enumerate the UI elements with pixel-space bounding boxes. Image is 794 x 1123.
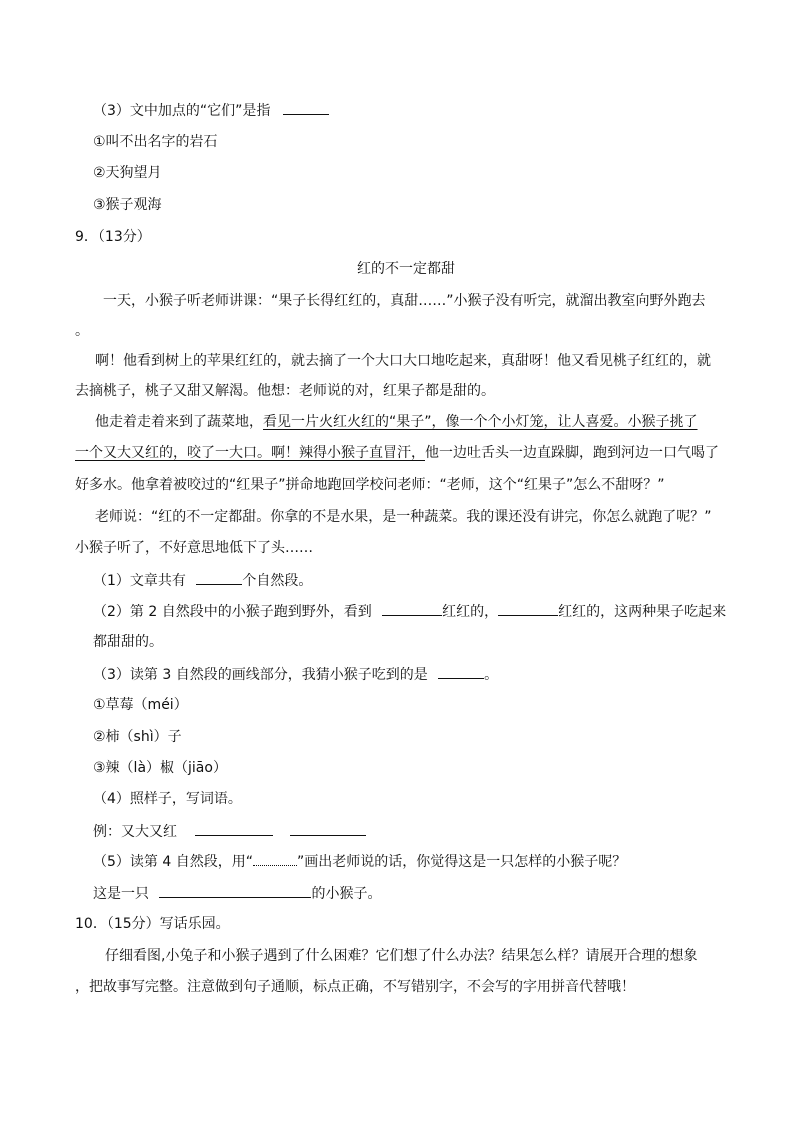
answer-blank[interactable] (438, 664, 484, 679)
q9-sub3-text: 。 (484, 667, 499, 683)
q9-sub2-text: 红红的， (442, 604, 499, 620)
q9-header: 9．（13分） (75, 229, 151, 245)
q9-sub5-text: ”画出老师说的话，你觉得这是一只怎样的小猴子呢？ (296, 854, 627, 870)
answer-blank[interactable] (159, 883, 311, 898)
q9-sub2-text: （2）第 2 自然段中的小猴子跑到野外，看到 (93, 604, 372, 620)
passage-p2-line1: 啊！他看到树上的苹果红红的，就去摘了一个大口大口地吃起来，真甜呀！他又看见桃子红红的，就 (95, 353, 711, 369)
passage-p3-line3: 好多水。他拿着被咬过的“红果子”拼命地跑回学校问老师：“老师，这个“红果子”怎么不甜呀？” (75, 477, 665, 493)
wavy-line-mark (253, 853, 297, 866)
passage-p4-line2: 小猴子听了，不好意思地低下了头…… (75, 540, 313, 556)
q9-sub3 (93, 664, 498, 685)
passage-p3-text: 他一边吐舌头一边直跺脚，跑到河边一口气喝了 (425, 445, 719, 461)
example-text: 例：又大又红 (93, 824, 177, 840)
q10-header: 10．（15分）写话乐园。 (75, 916, 230, 932)
q9-sub4-example (93, 821, 366, 842)
q9-sub5-text: 这是一只 (93, 886, 149, 902)
q8-sub3-text: （3）文中加点的“它们”是指 (93, 103, 271, 119)
q9-sub5-line2 (93, 883, 381, 904)
q9-sub5-text: （5）读第 4 自然段，用“ (93, 854, 253, 870)
underlined-passage: 看见一片火红火红的“果子”，像一个个小灯笼，让人喜爱。小猴子挑了 (263, 414, 698, 430)
q9-sub1-text: 个自然段。 (242, 573, 313, 589)
passage-p1-line2: 。 (75, 323, 89, 339)
passage-p4-line1: 老师说：“红的不一定都甜。你拿的不是水果，是一种蔬菜。我的课还没有讲完，你怎么就跑了呢？” (95, 509, 712, 525)
q9-sub3-option-1: ①草莓（méi） (93, 697, 188, 713)
q9-sub1 (93, 570, 312, 591)
q9-sub2 (93, 601, 726, 622)
q8-sub3-question (93, 100, 329, 121)
q9-sub5-text: 的小猴子。 (311, 886, 382, 902)
q8-option-3: ③猴子观海 (93, 197, 162, 213)
answer-blank[interactable] (195, 821, 273, 836)
q10-line1: 仔细看图,小兔子和小猴子遇到了什么困难？它们想了什么办法？结果怎么样？请展开合理的想象 (105, 948, 698, 964)
q9-sub3-option-3: ③辣（là）椒（jiāo） (93, 760, 227, 776)
answer-blank[interactable] (196, 570, 242, 585)
answer-blank[interactable] (382, 601, 442, 616)
q9-sub5 (93, 852, 626, 872)
q8-option-1: ①叫不出名字的岩石 (93, 134, 218, 150)
q9-sub3-option-2: ②柿（shì）子 (93, 729, 182, 745)
q9-sub1-text: （1）文章共有 (93, 573, 186, 589)
q9-sub3-text: （3）读第 3 自然段的画线部分，我猜小猴子吃到的是 (93, 667, 428, 683)
answer-blank[interactable] (498, 601, 558, 616)
q9-sub2-line2: 都甜甜的。 (93, 634, 163, 650)
passage-p3-text: 他走着走着来到了蔬菜地， (95, 414, 263, 430)
passage-p1-line1: 一天，小猴子听老师讲课：“果子长得红红的，真甜……”小猴子没有听完，就溜出教室向野外跑去 (103, 293, 706, 309)
passage-p3-line2 (75, 443, 719, 463)
underlined-passage: 一个又大又红的，咬了一大口。啊！辣得小猴子直冒汗， (75, 445, 425, 461)
answer-blank[interactable] (283, 100, 329, 115)
passage-p3-line1 (95, 412, 698, 432)
q10-line2: ，把故事写完整。注意做到句子通顺，标点正确，不写错别字，不会写的字用拼音代替哦！ (75, 979, 635, 995)
passage-p2-line2: 去摘桃子，桃子又甜又解渴。他想：老师说的对，红果子都是甜的。 (75, 383, 495, 399)
passage-title: 红的不一定都甜 (357, 261, 455, 277)
answer-blank[interactable] (290, 821, 366, 836)
q8-option-2: ②天狗望月 (93, 165, 162, 181)
q9-sub2-text: 红红的，这两种果子吃起来 (558, 604, 727, 620)
q9-sub4: （4）照样子，写词语。 (93, 791, 242, 807)
